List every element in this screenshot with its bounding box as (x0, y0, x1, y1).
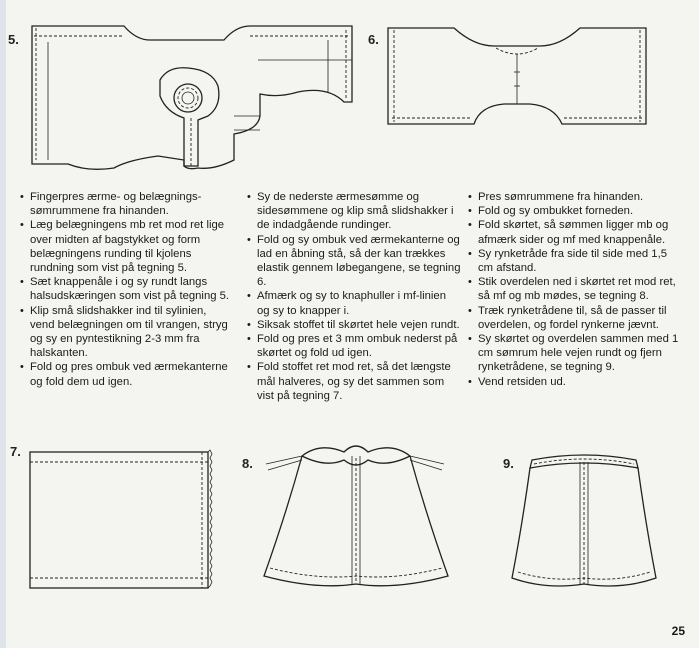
instruction-item: • Fold og pres et 3 mm ombuk nederst på skørtet og fold ud igen. (247, 332, 461, 360)
instruction-item: • Fold og pres ombuk ved ærmekanterne og fold dem ud igen. (20, 360, 234, 388)
instruction-item: • Fingerpres ærme- og belægnings-sømrummene fra hinanden. (20, 190, 234, 218)
figure-6-label: 6. (368, 32, 379, 47)
figure-6-drawing (384, 24, 652, 136)
instruction-column-3 (468, 190, 682, 389)
figure-7-label: 7. (10, 444, 21, 459)
figure-8-label: 8. (242, 456, 253, 471)
figure-9-label: 9. (503, 456, 514, 471)
instruction-item: • Læg belægningens mb ret mod ret lige over midten af bagstykket og form belægningens runding til kjolens rundning som vist på tegning 5. (20, 218, 234, 275)
instruction-item: • Fold og sy ombukket forneden. (468, 204, 682, 218)
instruction-item: • Klip små slidshakker ind til sylinien, vend belægningen om til vrangen, stryg og sy en pyntestikning 2-3 mm fra halskanten. (20, 304, 234, 361)
instruction-item: • Vend retsiden ud. (468, 375, 682, 389)
instruction-item: • Sæt knappenåle i og sy rundt langs halsudskæringen som vist på tegning 5. (20, 275, 234, 303)
instruction-item: • Pres sømrummene fra hinanden. (468, 190, 682, 204)
instruction-item: • Siksak stoffet til skørtet hele vejen rundt. (247, 318, 461, 332)
instruction-column-2 (247, 190, 461, 403)
instruction-item: • Fold og sy ombuk ved ærmekanterne og lad en åbning stå, så der kan trækkes elastik gennem løbegangene, se tegning 6. (247, 233, 461, 290)
figure-8-drawing (256, 434, 456, 594)
instruction-item: • Afmærk og sy to knaphuller i mf-linien og sy to knapper i. (247, 289, 461, 317)
instruction-item: • Fold skørtet, så sømmen ligger mb og afmærk sider og mf med knappenåle. (468, 218, 682, 246)
instruction-item: • Sy rynketråde fra side til side med 1,5 cm afstand. (468, 247, 682, 275)
page-number: 25 (671, 624, 685, 638)
instruction-item: • Træk rynketrådene til, så de passer til overdelen, og fordel rynkerne jævnt. (468, 304, 682, 332)
instruction-item: • Stik overdelen ned i skørtet ret mod ret, så mf og mb mødes, se tegning 8. (468, 275, 682, 303)
instruction-item: • Sy de nederste ærmesømme og sidesømmene og klip små slidshakker i de indadgående rundinger. (247, 190, 461, 233)
instruction-item: • Sy skørtet og overdelen sammen med 1 cm sømrum hele vejen rundt og fjern rynketrådene, se tegning 9. (468, 332, 682, 375)
figure-5-drawing (28, 20, 358, 180)
figure-5-label: 5. (8, 32, 19, 47)
figure-7-drawing (26, 446, 216, 596)
page-margin-strip (0, 0, 6, 648)
instruction-column-1 (20, 190, 234, 389)
instruction-item: • Fold stoffet ret mod ret, så det længste mål halveres, og sy det sammen som vist på tegning 7. (247, 360, 461, 403)
figure-9-drawing (506, 446, 666, 596)
